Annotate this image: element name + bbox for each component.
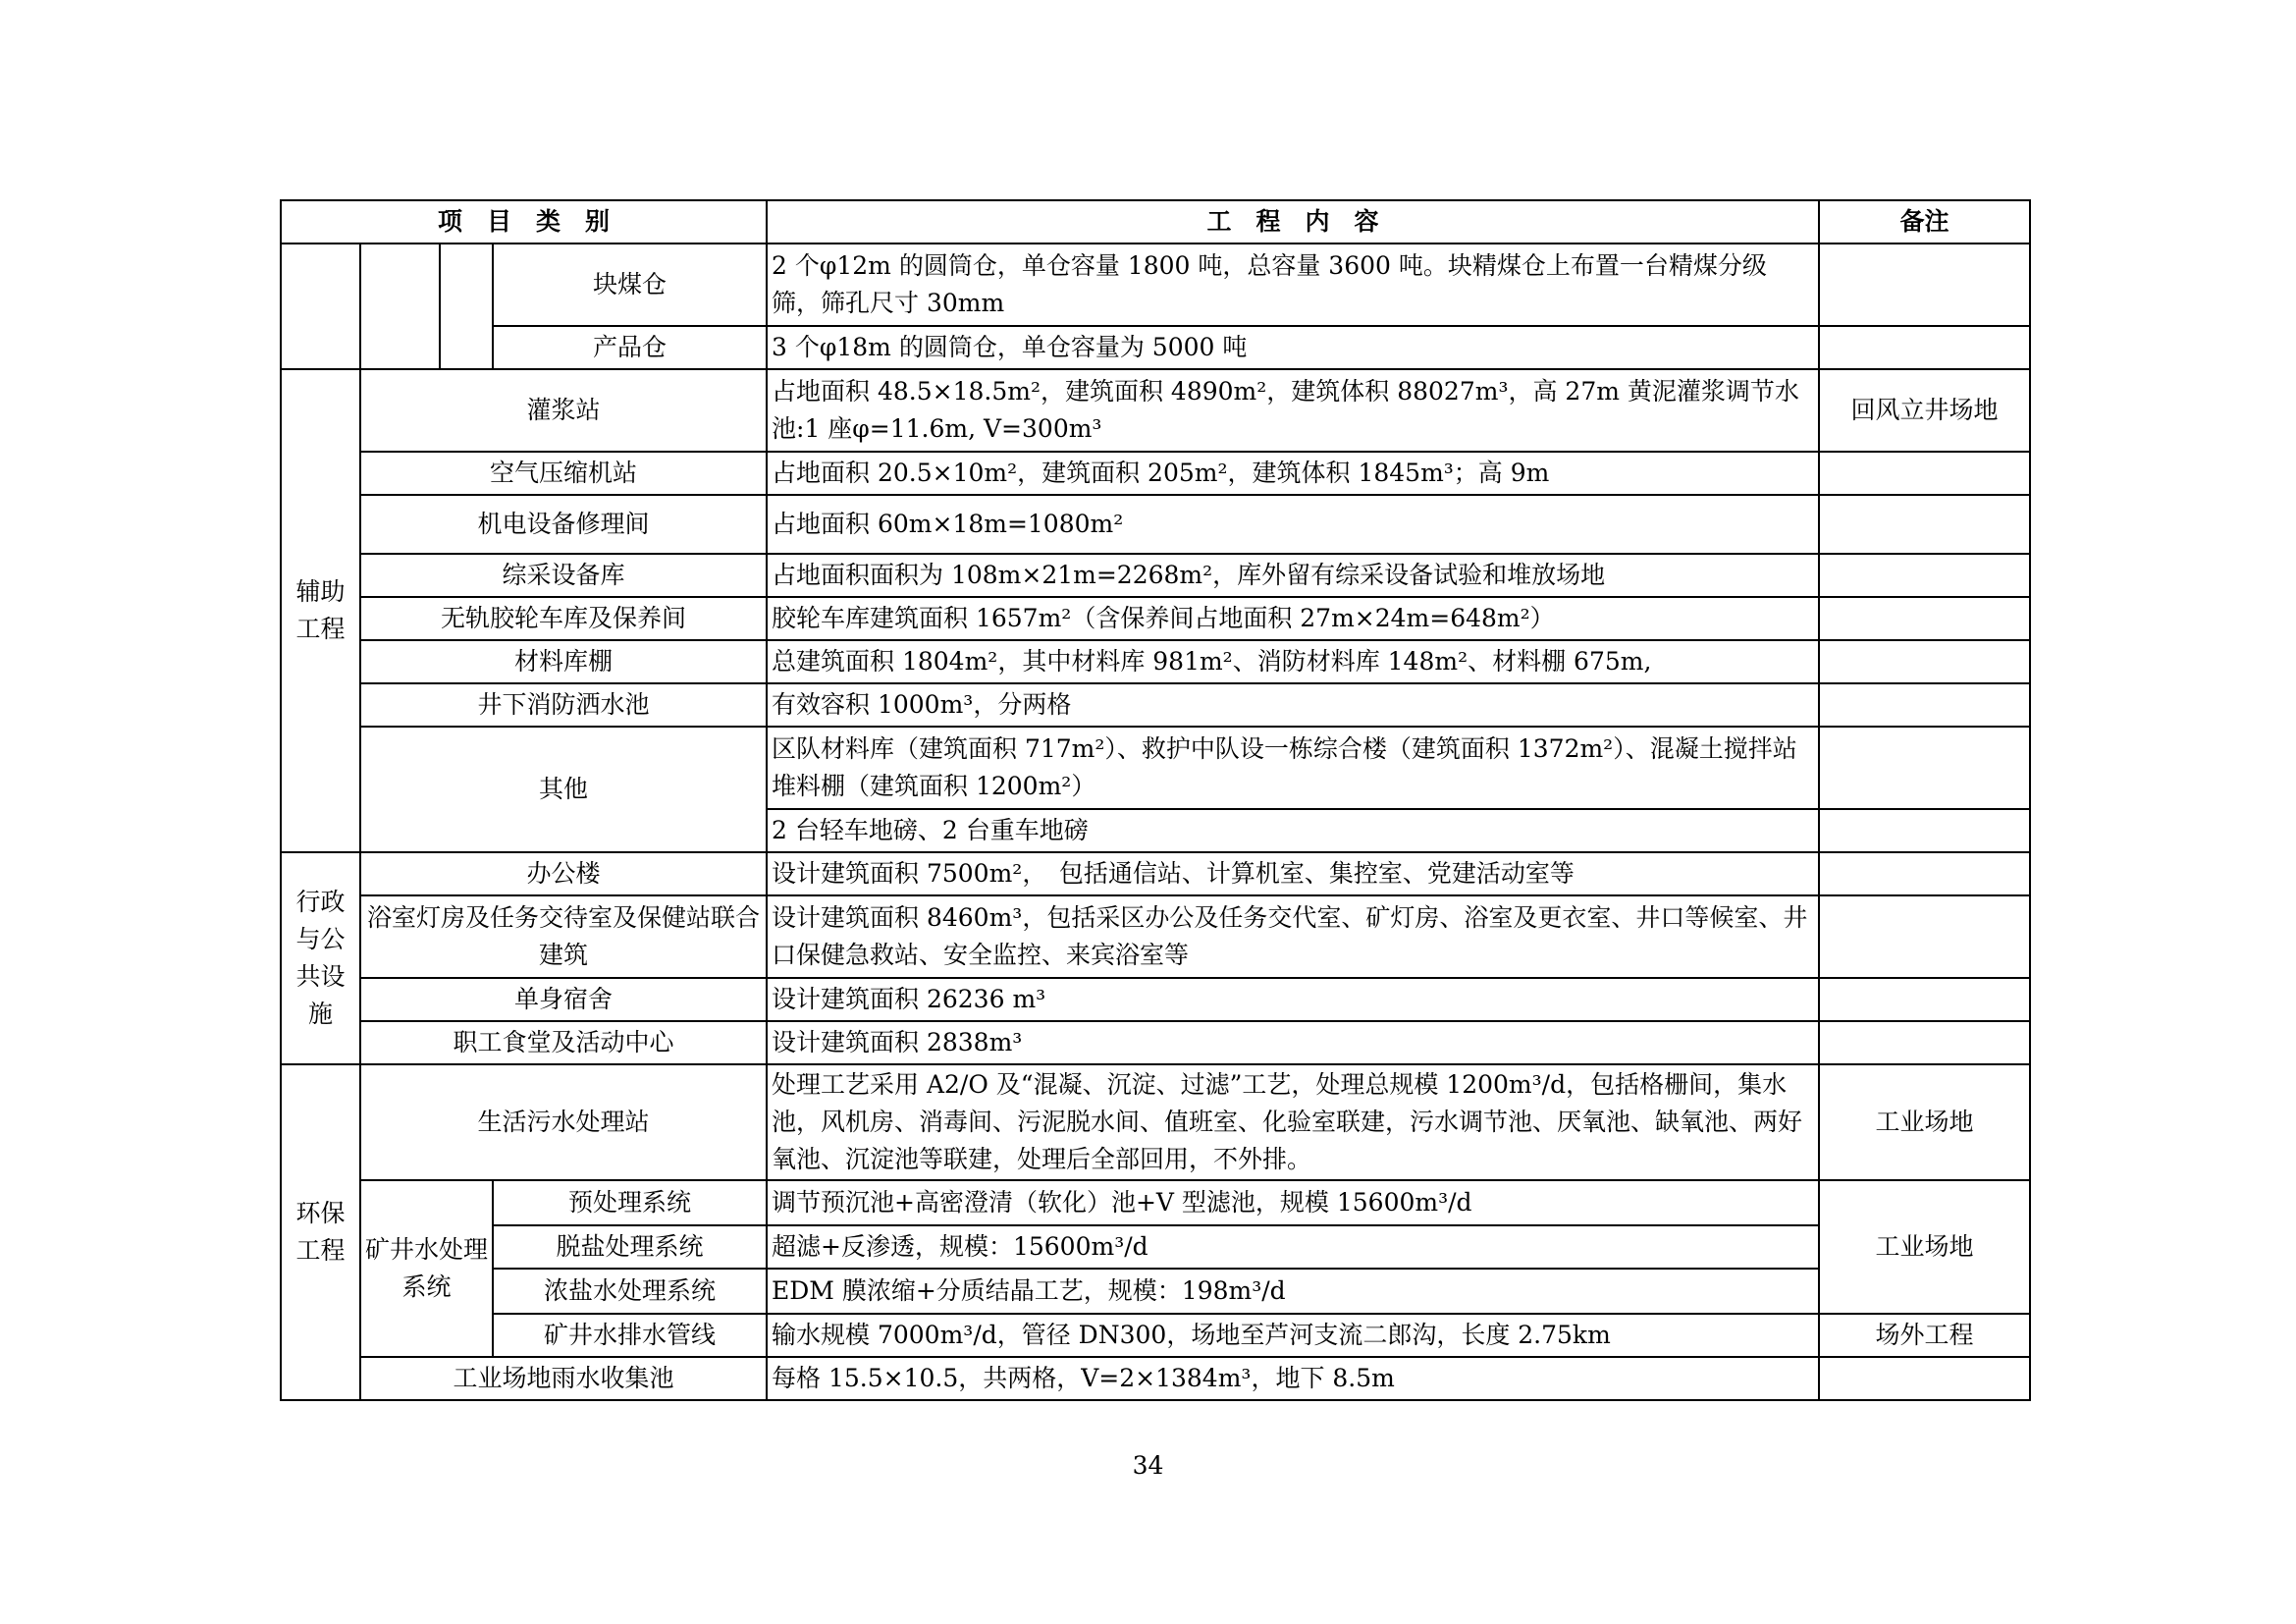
- table-row: [281, 1021, 2030, 1064]
- table-row: [281, 1225, 2030, 1269]
- item-content: 3 个φ18m 的圆筒仓，单仓容量为 5000 吨: [767, 326, 1819, 369]
- item-content: 总建筑面积 1804m²，其中材料库 981m²、消防材料库 148m²、材料棚 675m,: [767, 640, 1819, 683]
- table-row: [281, 244, 2030, 326]
- item-content: 区队材料库（建筑面积 717m²）、救护中队设一栋综合楼（建筑面积 1372m²）、混凝土搅拌站堆料棚（建筑面积 1200m²）: [767, 727, 1819, 809]
- group-kuangjing: 矿井水处理系统: [360, 1180, 493, 1357]
- item-name: 职工食堂及活动中心: [360, 1021, 767, 1064]
- item-content: 设计建筑面积 8460m³，包括采区办公及任务交代室、矿灯房、浴室及更衣室、井口等候室、井口保健急救站、安全监控、来宾浴室等: [767, 895, 1819, 978]
- item-content: 每格 15.5×10.5，共两格，V=2×1384m³，地下 8.5m: [767, 1357, 1819, 1400]
- item-name: 浓盐水处理系统: [493, 1269, 767, 1314]
- table-row: [281, 597, 2030, 640]
- item-content: 有效容积 1000m³，分两格: [767, 683, 1819, 727]
- item-content: 占地面积 48.5×18.5m²，建筑面积 4890m²，建筑体积 88027m³，高 27m 黄泥灌浆调节水池:1 座φ=11.6m, V=300m³: [767, 369, 1819, 452]
- table-row: [281, 452, 2030, 495]
- table-row: [281, 683, 2030, 727]
- item-name: 机电设备修理间: [360, 495, 767, 554]
- item-remark: 工业场地: [1819, 1180, 2030, 1314]
- item-name: 产品仓: [493, 326, 767, 369]
- item-name: 矿井水排水管线: [493, 1314, 767, 1357]
- item-name: 单身宿舍: [360, 978, 767, 1021]
- table-row: [281, 1180, 2030, 1225]
- table-row: [281, 326, 2030, 369]
- table-row: [281, 640, 2030, 683]
- table-row: [281, 727, 2030, 809]
- header-category: 项 目 类 别: [281, 200, 767, 244]
- item-content: 胶轮车库建筑面积 1657m²（含保养间占地面积 27m×24m=648m²）: [767, 597, 1819, 640]
- group-aux: 辅助工程: [281, 369, 360, 852]
- group-admin: 行政与公共设施: [281, 852, 360, 1064]
- item-content: 设计建筑面积 2838m³: [767, 1021, 1819, 1064]
- table-header-row: [281, 200, 2030, 244]
- table-row: [281, 1269, 2030, 1314]
- group-env: 环保工程: [281, 1064, 360, 1400]
- table-row: [281, 978, 2030, 1021]
- item-name: 其他: [360, 727, 767, 852]
- item-name: 浴室灯房及任务交待室及保健站联合建筑: [360, 895, 767, 978]
- item-content: 处理工艺采用 A2/O 及“混凝、沉淀、过滤”工艺，处理总规模 1200m³/d，包括格栅间，集水池，风机房、消毒间、污泥脱水间、值班室、化验室联建，污水调节池、厌氧池、缺氧池、两好氧池、沉淀池等联建，处理后全部回用，不外排。: [767, 1064, 1819, 1180]
- table-row: [281, 495, 2030, 554]
- item-content: 2 台轻车地磅、2 台重车地磅: [767, 809, 1819, 852]
- table-row: [281, 369, 2030, 452]
- item-name: 无轨胶轮车库及保养间: [360, 597, 767, 640]
- item-content: EDM 膜浓缩+分质结晶工艺，规模：198m³/d: [767, 1269, 1819, 1314]
- item-name: 综采设备库: [360, 554, 767, 597]
- table-row: [281, 895, 2030, 978]
- table-row: [281, 852, 2030, 895]
- item-name: 工业场地雨水收集池: [360, 1357, 767, 1400]
- item-content: 设计建筑面积 7500m²， 包括通信站、计算机室、集控室、党建活动室等: [767, 852, 1819, 895]
- page-number: 34: [1132, 1451, 1164, 1480]
- item-remark: 场外工程: [1819, 1314, 2030, 1357]
- item-remark: 回风立井场地: [1819, 369, 2030, 452]
- item-content: 占地面积 60m×18m=1080m²: [767, 495, 1819, 554]
- table-row: [281, 1314, 2030, 1357]
- item-content: 超滤+反渗透，规模：15600m³/d: [767, 1225, 1819, 1269]
- item-content: 调节预沉池+高密澄清（软化）池+V 型滤池，规模 15600m³/d: [767, 1180, 1819, 1225]
- item-content: 占地面积面积为 108m×21m=2268m²，库外留有综采设备试验和堆放场地: [767, 554, 1819, 597]
- item-content: 输水规模 7000m³/d，管径 DN300，场地至芦河支流二郎沟，长度 2.75km: [767, 1314, 1819, 1357]
- table-row: [281, 1357, 2030, 1400]
- item-name: 生活污水处理站: [360, 1064, 767, 1180]
- item-name: 预处理系统: [493, 1180, 767, 1225]
- project-table: [280, 199, 2031, 1401]
- item-name: 材料库棚: [360, 640, 767, 683]
- item-name: 空气压缩机站: [360, 452, 767, 495]
- header-remark: 备注: [1819, 200, 2030, 244]
- item-name: 灌浆站: [360, 369, 767, 452]
- table-row: [281, 554, 2030, 597]
- item-remark: 工业场地: [1819, 1064, 2030, 1180]
- item-content: 2 个φ12m 的圆筒仓，单仓容量 1800 吨，总容量 3600 吨。块精煤仓上布置一台精煤分级筛，筛孔尺寸 30mm: [767, 244, 1819, 326]
- item-content: 设计建筑面积 26236 m³: [767, 978, 1819, 1021]
- item-name: 井下消防洒水池: [360, 683, 767, 727]
- header-content: 工 程 内 容: [767, 200, 1819, 244]
- item-name: 块煤仓: [493, 244, 767, 326]
- table-row: [281, 1064, 2030, 1180]
- item-name: 脱盐处理系统: [493, 1225, 767, 1269]
- item-name: 办公楼: [360, 852, 767, 895]
- item-content: 占地面积 20.5×10m²，建筑面积 205m²，建筑体积 1845m³；高 9m: [767, 452, 1819, 495]
